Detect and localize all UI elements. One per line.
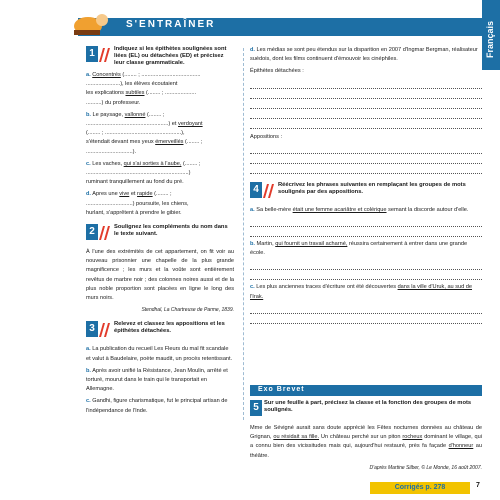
ex3-item-b: b. Après avoir unifié la Résistance, Jean Moulin, arrêté et torturé, mourut dans le train qui le transportait en Allemagne.	[86, 367, 228, 393]
exercise-number: 4	[250, 182, 262, 198]
answer-line[interactable]	[250, 305, 482, 314]
exercise-5-header	[250, 400, 482, 420]
answer-line[interactable]	[250, 120, 482, 129]
ex3-item-a: a. La publication du recueil Les Fleurs du mal fit scandale et valut à Baudelaire, poète maudit, un procès retentissant.	[86, 346, 233, 362]
ex4-item-a: a. Sa belle-mère était une femme acariâtre et colérique semant la discorde autour d'elle.	[250, 206, 469, 213]
ex5-source: D'après Martine Silber, © Le Monde, 16 août 2007.	[369, 464, 482, 471]
epithetes-label: Épithètes détachées :	[250, 68, 304, 75]
right-column	[250, 46, 482, 325]
exercise-4-header	[250, 182, 482, 202]
exercise-instruction: Indiquez si les épithètes soulignées sont liées (EL) ou détachées (ED) et précisez leur classe grammaticale.	[114, 46, 227, 66]
difficulty-icon	[99, 48, 111, 62]
exercise-instruction: Relevez et classez les appositions et les épithètes détachées.	[114, 321, 225, 335]
ex2-source: Stendhal, La Chartreuse de Parme, 1839.	[141, 307, 234, 314]
answer-line[interactable]	[250, 100, 482, 109]
section-header	[78, 18, 482, 36]
exercise-number: 2	[86, 224, 98, 240]
ex5-text: Mme de Sévigné aurait sans doute apprécié les Fêtes nocturnes données au château de Grignan, ou résidait sa fille. Un château perché sur un piton rocheux dominant le village, qui a connu bien des vicissitudes mais qui, aujourd'hui restauré, près fa façade d'honneur au théâtre.	[250, 425, 483, 459]
ex1-item-d: d. Apres une vive et rapide (........ ; ..............................) poursuite, les chiens, hurlant, s'apprêtent à prendre le gibier.	[86, 191, 189, 216]
ex2-text: À l'une des extrémités de cet appartement, on fit voir au nouveau prisonnier une chapelle de la plus grande magnificence ; les murs et la voûte sont entièrement revêtus de marbre noir ; des colonnes noires aussi et de la plus noble proportion sont placées en ligne le long des murs noirs.	[86, 249, 234, 302]
section-title: S'ENTRAÎNER	[126, 19, 216, 30]
corriges-link[interactable]: Corrigés p. 278	[370, 482, 470, 494]
difficulty-icon	[99, 323, 111, 337]
exercise-number: 3	[86, 321, 98, 337]
exercise-number: 5	[250, 400, 262, 416]
exercise-1-header	[86, 46, 234, 67]
ex1-item-a: a. Concentrés (........ ; ...................................... ......................), les élèves écoutaient les explications subtiles (........ ; .................... ..........) du professeur.	[86, 72, 201, 106]
answer-line[interactable]	[250, 80, 482, 89]
answer-line[interactable]	[250, 90, 482, 99]
answer-line[interactable]	[250, 228, 482, 237]
exo-brevet-title: Exo Brevet	[258, 386, 305, 393]
ex3-item-c: c. Gandhi, figure charismatique, fut le principal artisan de l'indépendance de l'Inde.	[86, 398, 228, 414]
answer-line[interactable]	[250, 261, 482, 270]
exercise-2-header	[86, 224, 234, 244]
ex3-item-d: d. Les médias se sont peu étendus sur la disparition en 2007 d'Ingmar Bergman, réalisateur suédois, dont les films continuent d'émouvoir les cinéphiles.	[250, 47, 478, 63]
ex4-item-c: c. Les plus anciennes traces d'écriture ont été découvertes dans la ville d'Uruk, au sud de l'Irak.	[250, 284, 473, 300]
answer-line[interactable]	[250, 218, 482, 227]
ex4-item-b: b. Martin, qui fournit un travail acharné, réussira certainement à entrer dans une grande école.	[250, 241, 468, 257]
exo-brevet-banner	[250, 385, 482, 396]
answer-line[interactable]	[250, 155, 482, 164]
column-divider	[243, 48, 244, 420]
exercise-instruction: Soulignez les compléments du nom dans le texte suivant.	[114, 224, 228, 238]
ex1-item-c: c. Les vaches, qui s'ai sorties à l'aube, (........ ; ..................................................................) ruminant tranquillement au fond du pré.	[86, 160, 201, 186]
difficulty-icon	[263, 184, 275, 198]
answer-line[interactable]	[250, 110, 482, 119]
exercise-5	[250, 400, 482, 473]
exercise-instruction: Réécrivez les phrases suivantes en remplaçant les groupes de mots soulignés par des appositions.	[278, 181, 466, 195]
page-number: 7	[476, 482, 480, 489]
difficulty-icon	[99, 226, 111, 240]
left-column	[86, 46, 234, 419]
answer-line[interactable]	[250, 315, 482, 324]
appositions-label: Appositions :	[250, 133, 283, 140]
exercise-3-header	[86, 321, 234, 341]
answer-line[interactable]	[250, 271, 482, 280]
answer-line[interactable]	[250, 165, 482, 174]
subject-tab	[482, 0, 500, 70]
exercise-number: 1	[86, 46, 98, 62]
mascot-icon	[70, 10, 114, 38]
subject-tab-label: Français	[485, 20, 495, 58]
exercise-instruction: Sur une feuille à part, précisez la classe et la fonction des groupes de mots soulignés.	[264, 400, 472, 413]
answer-line[interactable]	[250, 145, 482, 154]
ex1-item-b: b. Le paysage, vallonné (........ ; .....................................................) et verdoyant (........ ; .................................................), s'étendait devant mes yeux émerveillés (........ ; ..............................).	[86, 111, 203, 155]
